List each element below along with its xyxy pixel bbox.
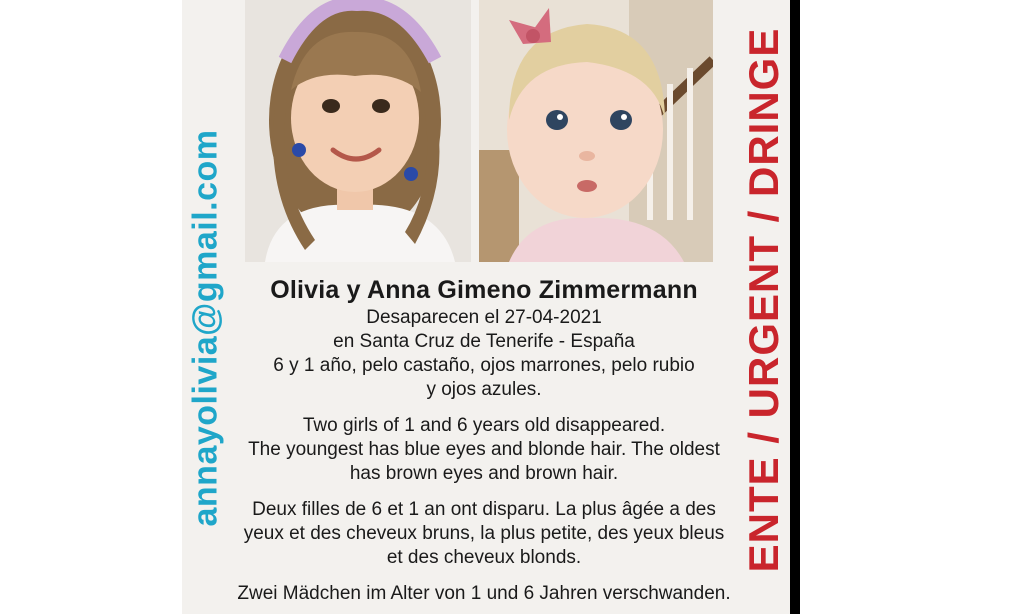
side-urgent-strip <box>734 0 790 614</box>
french-line: Deux filles de 6 et 1 an ont disparu. La plus âgée a des <box>252 499 716 520</box>
urgent-banner: ENTE / URGENT / DRINGE <box>740 27 787 573</box>
english-line: The youngest has blue eyes and blonde hair. The oldest <box>248 439 720 460</box>
english-line: Two girls of 1 and 6 years old disappeared. <box>302 415 666 436</box>
olivia-photo <box>245 0 471 262</box>
spanish-line: 6 y 1 año, pelo castaño, ojos marrones, pelo rubio <box>273 355 695 376</box>
right-margin <box>800 0 1024 614</box>
side-email-strip <box>182 0 230 614</box>
anna-photo <box>479 0 713 262</box>
english-line: has brown eyes and brown hair. <box>349 463 619 484</box>
german-line: Zwei Mädchen im Alter von 1 und 6 Jahren verschwanden. <box>237 583 731 604</box>
french-line: et des cheveux blonds. <box>386 547 582 568</box>
left-margin <box>0 0 182 614</box>
black-edge-bar <box>790 0 800 614</box>
spanish-line: Desaparecen el 27-04-2021 <box>366 307 602 328</box>
poster-text <box>234 274 734 606</box>
spanish-line: y ojos azules. <box>426 379 542 400</box>
missing-poster <box>182 0 790 614</box>
contact-email[interactable]: annayolivia@gmail.com <box>186 129 225 527</box>
poster-title: Olivia y Anna Gimeno Zimmermann <box>270 276 698 304</box>
spanish-line: en Santa Cruz de Tenerife - España <box>333 331 635 352</box>
french-line: yeux et des cheveux bruns, la plus petite, des yeux bleus <box>243 523 725 544</box>
